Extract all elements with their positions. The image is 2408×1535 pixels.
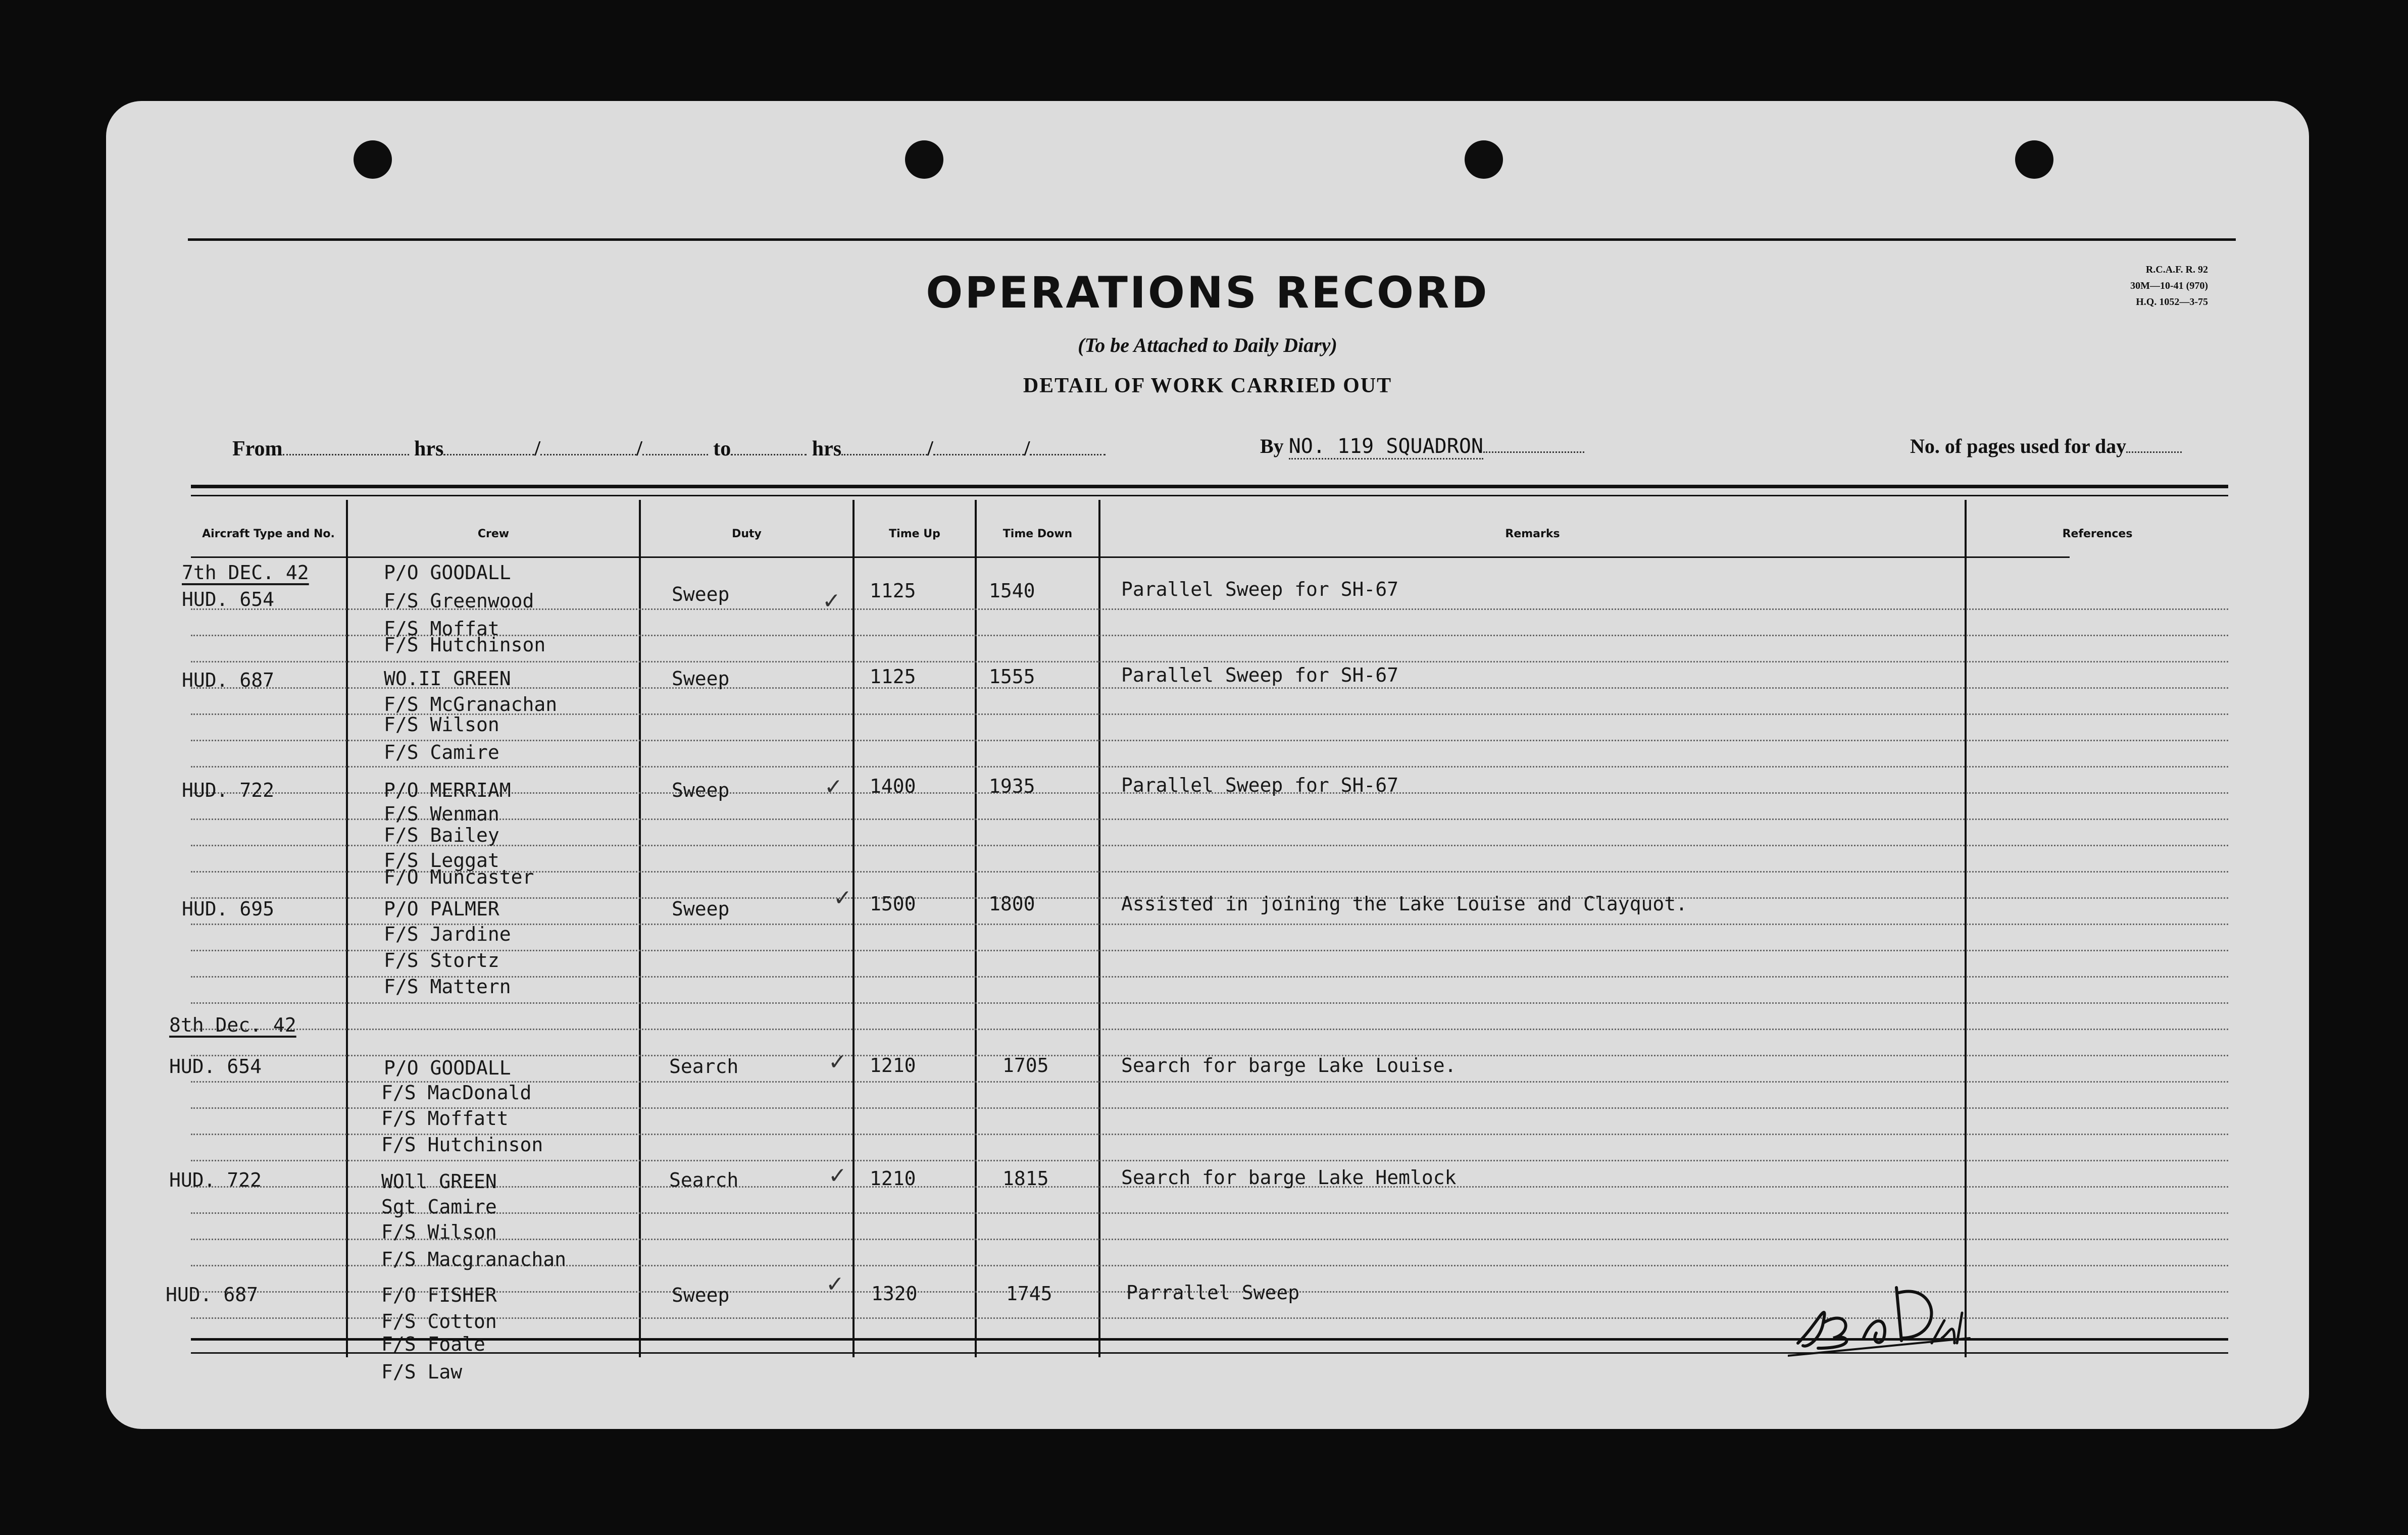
crew-member: P/O MERRIAM [384,779,511,801]
duty-value: Sweep [672,668,730,690]
duty-value: Sweep [672,898,730,920]
col-header-aircraft: Aircraft Type and No. [202,528,335,540]
crew-member: F/S McGranachan [384,693,558,715]
time-up-value: 1125 [870,580,916,602]
column-divider [1965,500,1967,1357]
time-down-value: 1745 [1006,1283,1052,1305]
check-mark: ✓ [828,1049,847,1075]
crew-member: F/S Hutchinson [384,634,546,656]
time-down-value: 1705 [1002,1054,1049,1077]
crew-member: F/S Wilson [384,713,499,736]
check-mark: ✓ [822,588,841,614]
date-label: 7th DEC. 42 [182,561,309,584]
crew-member: F/S Greenwood [384,590,534,612]
remarks-value: Assisted in joining the Lake Louise and Clayquot. [1121,893,1688,915]
to-label: to [713,437,731,460]
duty-value: Sweep [672,779,730,801]
crew-member: F/O FISHER [381,1284,497,1306]
column-divider [1098,500,1100,1357]
crew-member: F/S Mattern [384,976,511,998]
table-top-rule-inner [191,495,2228,496]
crew-member: F/S Stortz [384,949,499,971]
aircraft-number: HUD. 654 [182,588,275,610]
time-down-value: 1555 [989,666,1035,688]
time-down-value: 1935 [989,775,1035,797]
crew-member: Sgt Camire [381,1196,497,1218]
crew-member: F/S Cotton [381,1310,497,1333]
by-line [1260,434,1584,458]
crew-member: F/S Macgranachan [381,1248,567,1270]
ruled-line [191,1029,2228,1030]
ruled-line [191,661,2228,662]
detail-heading: DETAIL OF WORK CARRIED OUT [1023,374,1392,397]
punch-hole [354,140,392,179]
column-divider [346,500,348,1357]
col-header-crew: Crew [477,528,510,540]
crew-member: F/S Wilson [381,1221,497,1243]
time-up-value: 1500 [870,893,916,915]
date-label: 8th Dec. 42 [169,1014,296,1036]
check-mark: ✓ [828,1163,847,1189]
col-header-time-up: Time Up [889,528,940,540]
crew-member: F/O Muncaster [384,866,534,888]
crew-member: F/S MacDonald [381,1082,532,1104]
crew-member: F/S Leggat [384,849,499,872]
aircraft-number: HUD. 687 [166,1284,259,1306]
ruled-line [191,1160,2228,1161]
check-mark: ✓ [824,774,843,800]
crew-member: F/S Jardine [384,923,511,945]
form-ref-line: 30M—10-41 (970) [2130,280,2208,291]
time-down-value: 1815 [1002,1167,1049,1190]
header-bottom-rule [191,556,2070,558]
hrs-label: hrs [812,437,842,460]
time-up-value: 1210 [870,1167,916,1190]
remarks-value: Parallel Sweep for SH-67 [1121,664,1399,686]
ruled-line [191,1002,2228,1004]
page-title: OPERATIONS RECORD [926,268,1489,318]
crew-member: F/S Law [381,1361,463,1383]
ruled-line [191,766,2228,768]
from-line: From hrs / / to hrs / / [232,437,1106,461]
crew-member: F/S Bailey [384,824,499,846]
crew-member: F/S Moffat [384,618,499,640]
crew-member: F/S Hutchinson [381,1134,543,1156]
pages-used-line [1910,434,2182,458]
operations-record-card [106,101,2309,1429]
time-up-value: 1125 [870,666,916,688]
remarks-value: Search for barge Lake Louise. [1121,1054,1457,1077]
top-rule [188,238,2236,241]
aircraft-number: HUD. 687 [182,669,275,691]
crew-member: F/S Camire [384,741,499,763]
crew-member: WO.II GREEN [384,668,511,690]
by-label: By [1260,435,1284,457]
duty-value: Search [669,1169,739,1191]
column-divider [639,500,641,1357]
time-up-value: 1400 [870,775,916,797]
time-up-value: 1210 [870,1054,916,1077]
check-mark: ✓ [833,885,852,911]
remarks-value: Parallel Sweep for SH-67 [1121,774,1399,796]
table-top-rule [191,485,2228,488]
aircraft-number: HUD. 722 [169,1169,262,1191]
crew-member: F/S Wenman [384,803,499,825]
form-reference [2130,262,2208,310]
hrs-label: hrs [414,437,444,460]
aircraft-number: HUD. 695 [182,898,275,920]
squadron-value: NO. 119 SQUADRON [1289,435,1483,459]
column-divider [975,500,977,1357]
check-mark: ✓ [826,1271,844,1297]
crew-member: P/O GOODALL [384,561,511,584]
crew-member: F/S Moffatt [381,1107,509,1130]
handwritten-initials-signature [1788,1262,1980,1363]
remarks-value: Parallel Sweep for SH-67 [1121,578,1399,600]
duty-value: Search [669,1055,739,1078]
duty-value: Sweep [672,583,730,605]
punch-hole [2015,140,2053,179]
col-header-references: References [2062,528,2133,540]
form-ref-line: H.Q. 1052—3-75 [2136,296,2208,308]
from-label: From [232,437,283,460]
col-header-remarks: Remarks [1505,528,1560,540]
aircraft-number: HUD. 722 [182,779,275,801]
crew-member: WOll GREEN [381,1170,497,1193]
crew-member: F/S Foale [381,1333,485,1355]
page-subtitle: (To be Attached to Daily Diary) [1078,334,1337,356]
col-header-time-down: Time Down [1002,528,1073,540]
pages-label: No. of pages used for day [1910,435,2127,457]
duty-value: Sweep [672,1284,730,1306]
aircraft-number: HUD. 654 [169,1055,262,1078]
time-down-value: 1800 [989,893,1035,915]
time-down-value: 1540 [989,580,1035,602]
crew-member: P/O GOODALL [384,1057,511,1079]
punch-hole [905,140,943,179]
column-divider [852,500,855,1357]
time-up-value: 1320 [871,1283,918,1305]
punch-hole [1465,140,1503,179]
form-ref-line: R.C.A.F. R. 92 [2145,264,2208,275]
remarks-value: Parrallel Sweep [1126,1282,1300,1304]
crew-member: P/O PALMER [384,898,499,920]
col-header-duty: Duty [732,528,762,540]
remarks-value: Search for barge Lake Hemlock [1121,1166,1457,1189]
